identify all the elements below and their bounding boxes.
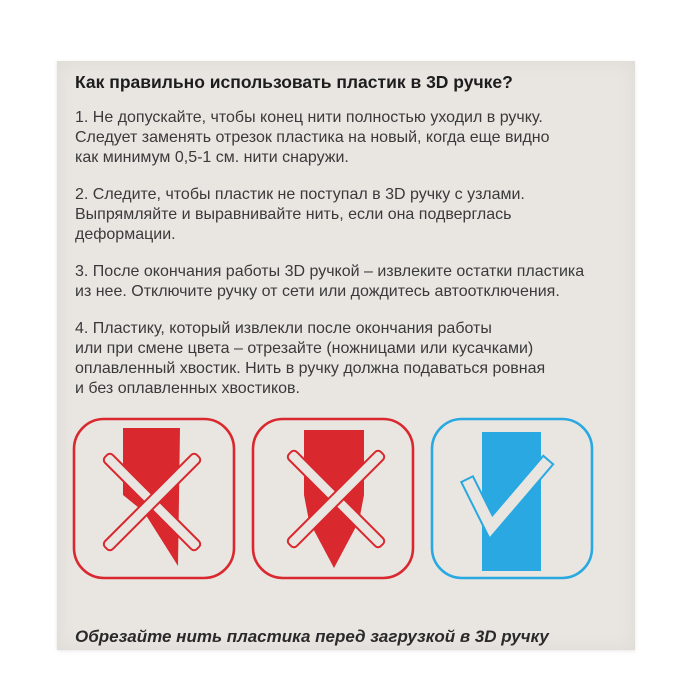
instruction-line: Выпрямляйте и выравнивайте нить, если она подверглась bbox=[75, 206, 512, 223]
instruction-line: из нее. Отключите ручку от сети или дождитесь автоотключения. bbox=[75, 283, 560, 300]
page-title: Как правильно использовать пластик в 3D ручке? bbox=[75, 72, 513, 92]
instruction-line: как минимум 0,5-1 см. нити снаружи. bbox=[75, 149, 349, 166]
instruction-line: 1. Не допускайте, чтобы конец нити полностью уходил в ручку. bbox=[75, 109, 543, 126]
instruction-line: 3. После окончания работы 3D ручкой – извлеките остатки пластика bbox=[75, 263, 585, 280]
filament-pointed-tip-prohibited-icon bbox=[250, 416, 416, 581]
instruction-paragraph-2 bbox=[75, 185, 615, 245]
instruction-paragraph-1 bbox=[75, 108, 615, 168]
filament-angled-tip-prohibited-icon bbox=[71, 416, 237, 581]
instruction-line: 4. Пластику, который извлекли после окончания работы bbox=[75, 320, 492, 337]
instruction-line: 2. Следите, чтобы пластик не поступал в 3D ручку с узлами. bbox=[75, 186, 525, 203]
instruction-paragraph-4 bbox=[75, 319, 615, 399]
instruction-line: деформации. bbox=[75, 226, 176, 243]
instruction-line: оплавленный хвостик. Нить в ручку должна подаваться ровная bbox=[75, 360, 546, 377]
instruction-paragraph-3 bbox=[75, 262, 615, 302]
instruction-line: Следует заменять отрезок пластика на новый, когда еще видно bbox=[75, 129, 550, 146]
instruction-line: и без оплавленных хвостиков. bbox=[75, 380, 300, 397]
instruction-card bbox=[57, 61, 635, 650]
footer-note: Обрезайте нить пластика перед загрузкой в 3D ручку bbox=[75, 627, 549, 646]
instruction-line: или при смене цвета – отрезайте (ножницами или кусачками) bbox=[75, 340, 534, 357]
filament-straight-cut-approved-icon bbox=[429, 416, 595, 581]
pictogram-row bbox=[71, 416, 615, 581]
